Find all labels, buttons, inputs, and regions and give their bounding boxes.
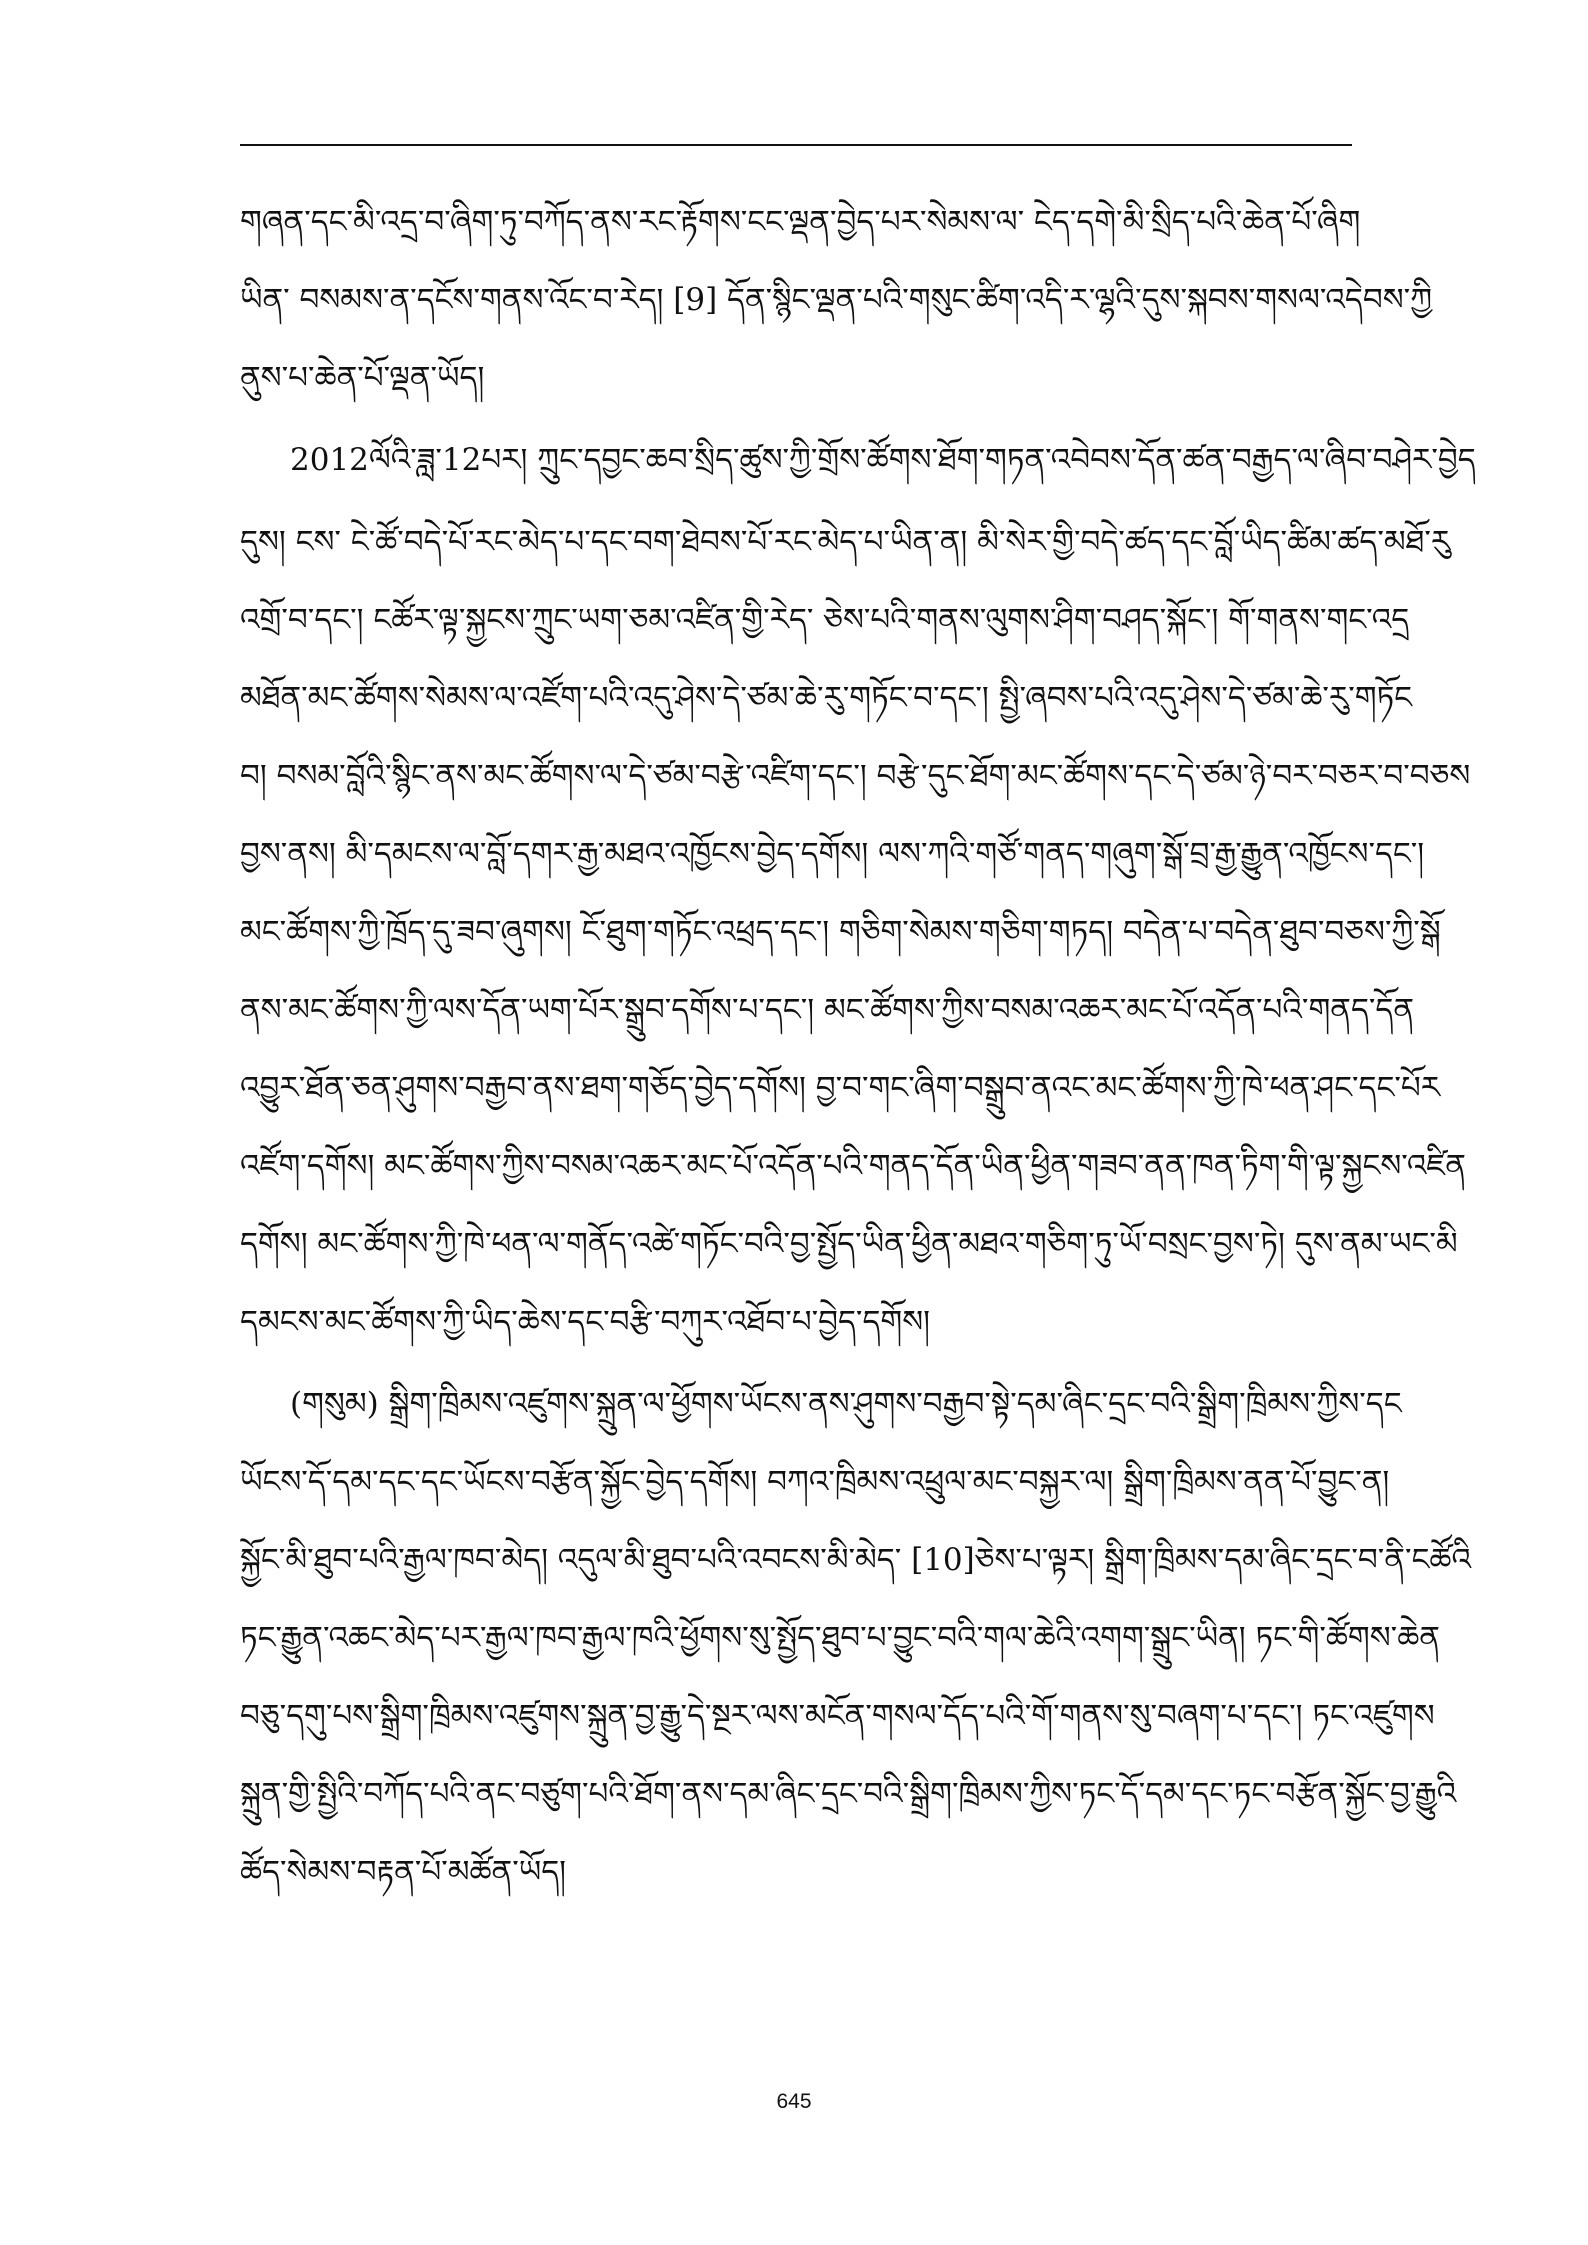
- page-number: 645: [776, 2090, 812, 2113]
- text-line: དམངས་མང་ཚོགས་ཀྱི་ཡིད་ཆེས་དང་བརྩི་བཀུར་འཐོབ་པ་བྱེད་དགོས།: [240, 1304, 931, 1340]
- text-line: འབྱུར་ཐོན་ཅན་ཤུགས་བརྒྱབ་ནས་ཐག་གཅོད་བྱེད་དགོས། བྱ་བ་གང་ཞིག་བསྒྲུབ་ནའང་མང་ཚོགས་ཀྱི་ཁེ་ཕན་ཤང་དང་པོར: [240, 1070, 1441, 1106]
- text-line: བ། བསམ་བློའི་སྙིང་ནས་མང་ཚོགས་ལ་དེ་ཙམ་བརྩེ་འཛིག་དང་། བརྩེ་དུང་ཐོག་མང་ཚོགས་དང་དེ་ཙམ་ཉེ་བར་བཅར་བ་བཅས: [240, 758, 1471, 794]
- text-line: མཐོན་མང་ཚོགས་སེམས་ལ་འཛོག་པའི་འདུ་ཤེས་དེ་ཙམ་ཆེ་རུ་གཏོང་བ་དང་། སྤྱི་ཞབས་པའི་འདུ་ཤེས་དེ་ཙམ་ཆེ་རུ་གཏོང: [240, 680, 1413, 716]
- text-line: འགྲོ་བ་དང་། ངཚོར་ལྟ་སྐྱངས་ཀྲུང་ཡག་ཅམ་འཛིན་གྱི་རེད་ ཅེས་པའི་གནས་ལུགས་ཤིག་བཤད་སྐོང་། གོ་གནས་གང་འདྲ: [240, 602, 1410, 638]
- text-line: ཡིན་ བསམས་ན་དངོས་གནས་འོང་བ་རེད། [9] དོན་སྙིང་ལྡན་པའི་གསུང་ཚིག་འདི་ར་ལྷའི་དུས་སྐབས་གསལ་འདེབས་ཀྱི: [240, 282, 1433, 318]
- text-line: ནུས་པ་ཆེན་པོ་ལྡན་ཡོད།: [240, 360, 485, 396]
- text-line: ཏང་རྒྱུན་འཆང་མེད་པར་རྒྱལ་ཁབ་རྒྱལ་ཁའི་ཕྱོགས་སུ་སྤྱོད་ཐུབ་པ་བྱུང་བའི་གལ་ཆེའི་འགག་སྒྲུང་ཡིན། ཏང་གི་ཚོགས་ཆེན: [240, 1620, 1440, 1656]
- text-line: བཅུ་དགུ་པས་སྒྲིག་ཁྲིམས་འཛུགས་སྐྲུན་བྱ་རྒྱུ་དེ་སྔར་ལས་མངོན་གསལ་དོད་པའི་གོ་གནས་སུ་བཞག་པ་དང་། ཏང་འཛུགས: [240, 1698, 1435, 1734]
- text-line: ཚོད་སེམས་བརྟན་པོ་མཚོན་ཡོད།: [240, 1854, 567, 1890]
- text-line: མང་ཚོགས་ཀྱི་ཁྲོད་དུ་ཟབ་ཞུགས། ངོ་ཐུག་གཏོང་འཕྲད་དང་། གཅིག་སེམས་གཅིག་གཏད། བདེན་པ་བདེན་ཐུབ་བཅས་ཀྱི་སྒོ: [240, 914, 1441, 950]
- text-line: 2012ལོའི་ཟླ་12པར། ཀྲུང་དབྱང་ཆབ་སྲིད་ཚུས་ཀྱི་གྲོས་ཚོགས་ཐོག་གཏན་འབེབས་དོན་ཚན་བརྒྱད་ལ་ཞིབ་བཤེར་བྱེད: [290, 442, 1476, 478]
- text-line: སྐྱོང་མི་ཐུབ་པའི་རྒྱལ་ཁབ་མེད། འདུལ་མི་ཐུབ་པའི་འབངས་མི་མེད་ [10]ཅེས་པ་ལྟར། སྒྲིག་ཁྲིམས་དམ་ཞིང་དྲང་བ་ནི་ངཚོའི: [240, 1542, 1471, 1578]
- text-line: ཡོངས་དོ་དམ་དང་དང་ཡོངས་བརྩོན་སྐྱོང་བྱེད་དགོས། བཀའ་ཁྲིམས་འཕྲུལ་མང་བསྐྱར་ལ། སྒྲིག་ཁྲིམས་ནན་པོ་བྱུང་ན།: [240, 1464, 1390, 1500]
- text-line: འཛོག་དགོས། མང་ཚོགས་ཀྱིས་བསམ་འཆར་མང་པོ་འདོན་པའི་གནད་དོན་ཡིན་ཕྱིན་གཟབ་ནན་ཁན་ཏིག་གི་ལྟ་སྐྱངས་འཛིན: [240, 1148, 1466, 1184]
- text-line: དུས། ངས་ ངེ་ཚོ་བདེ་པོ་རང་མེད་པ་དང་བག་ཐེབས་པོ་རང་མེད་པ་ཡིན་ན། མི་སེར་གྱི་བདེ་ཚད་དང་བློ་ཡིད་ཚིམ་ཚད་མཐོ་རུ: [240, 524, 1451, 560]
- text-line: (གསུམ) སྒྲིག་ཁྲིམས་འཛུགས་སྐྲུན་ལ་ཕྱོགས་ཡོངས་ནས་ཤུགས་བརྒྱབ་སྟེ་དམ་ཞིང་དྲང་བའི་སྒྲིག་ཁྲིམས་ཀྱིས་དང: [290, 1386, 1402, 1422]
- text-line: ནས་མང་ཚོགས་ཀྱི་ལས་དོན་ཡག་པོར་སྒྲུབ་དགོས་པ་དང་། མང་ཚོགས་ཀྱིས་བསམ་འཆར་མང་པོ་འདོན་པའི་གནད་དོན: [240, 992, 1415, 1028]
- text-line: བྱས་ནས། མི་དམངས་ལ་བློ་དགར་རྒྱ་མཐའ་འཁྱོངས་བྱེད་དགོས། ལས་ཀའི་གཙོ་གནད་གཞུག་སྒོ་བྲ་རྒྱ་རྒྱུན་འཁྱོངས་དང་།: [240, 836, 1425, 872]
- text-line: གཞན་དང་མི་འདྲ་བ་ཞིག་ཏུ་བཀོད་ནས་རང་རྟོགས་ངང་ལྡན་བྱེད་པར་སེམས་ལ་ ངེད་དགེ་མི་སྲིད་པའི་ཆེན་པོ་ཞིག: [240, 204, 1361, 240]
- text-line: སྐྲུན་གྱི་སྤྱིའི་བཀོད་པའི་ནང་བཙུག་པའི་ཐོག་ནས་དམ་ཞིང་དྲང་བའི་སྒྲིག་ཁྲིམས་ཀྱིས་ཏང་དོ་དམ་དང་ཏང་བརྩོན་སྐྱོང་བྱ་རྒྱུའི: [240, 1776, 1457, 1812]
- header-rule: [240, 144, 1352, 146]
- text-line: དགོས། མང་ཚོགས་ཀྱི་ཁེ་ཕན་ལ་གནོད་འཚེ་གཏོང་བའི་བྱ་སྤྱོད་ཡིན་ཕྱིན་མཐའ་གཅིག་ཏུ་ཡོ་བསྲང་བྱས་ཏེ། དུས་ནམ་ཡང་མི: [240, 1226, 1458, 1262]
